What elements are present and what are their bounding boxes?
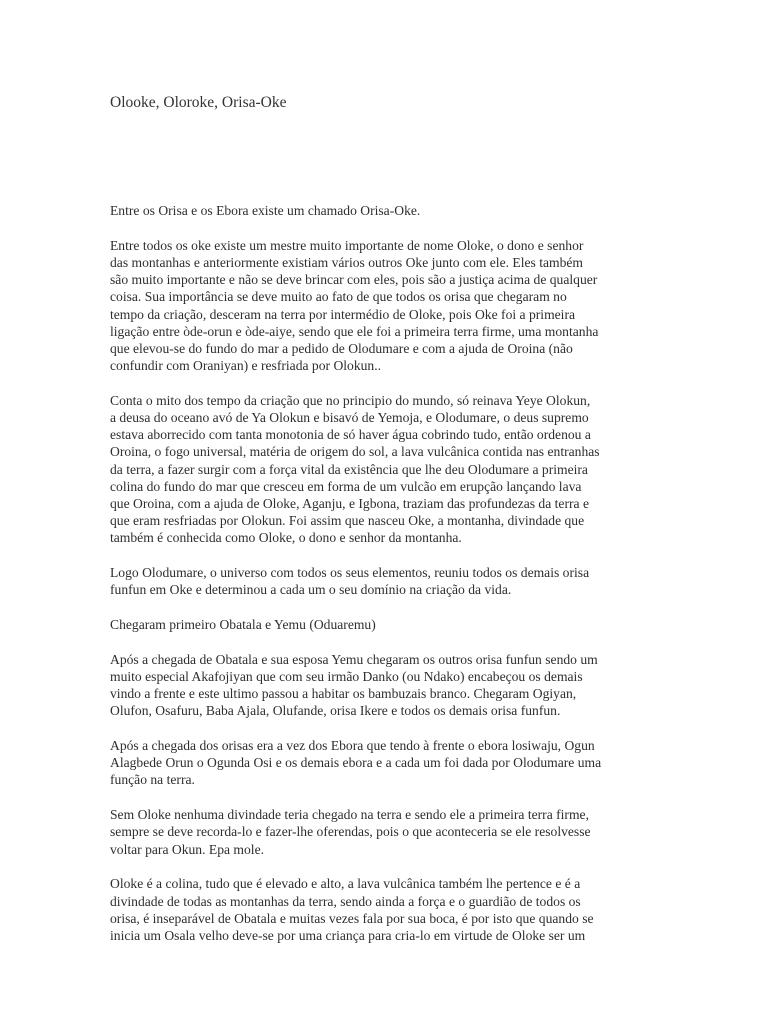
text-line: divindade de todas as montanhas da terra, sendo ainda a força e o guardião de todos os: [110, 893, 581, 909]
text-line: Sem Oloke nenhuma divindade teria chegado na terra e sendo ele a primeira terra firme,: [110, 807, 589, 823]
text-line: Após a chegada de Obatala e sua esposa Yemu chegaram os outros orisa funfun sendo um: [110, 651, 598, 667]
text-line: sempre se deve recorda-lo e fazer-lhe oferendas, pois o que aconteceria se ele resolvesse: [110, 824, 591, 840]
text-line: que eram resfriadas por Olokun. Foi assim que nasceu Oke, a montanha, divindade que: [110, 513, 585, 529]
text-line: ligação entre òde-orun e òde-aiye, sendo que ele foi a primeira terra firme, uma montanha: [110, 323, 599, 339]
text-line: estava aborrecido com tanta monotonia de só haver água cobrindo tudo, então ordenou a: [110, 427, 591, 443]
paragraph: [110, 202, 670, 219]
paragraph: [110, 392, 670, 547]
text-line: colina do fundo do mar que cresceu em forma de um vulcão em erupção lançando lava: [110, 478, 582, 494]
text-line: são muito importante e não se deve brincar com eles, pois são a justiça acima de qualquer: [110, 272, 598, 288]
text-line: confundir com Oraniyan) e resfriada por Olokun..: [110, 358, 382, 374]
paragraph: [110, 564, 670, 598]
text-line: funfun em Oke e determinou a cada um o seu domínio na criação da vida.: [110, 582, 512, 598]
text-line: das montanhas e anteriormente existiam vários outros Oke junto com ele. Eles também: [110, 254, 584, 270]
text-line: voltar para Okun. Epa mole.: [110, 841, 265, 857]
text-line: tempo da criação, desceram na terra por intermédio de Oloke, pois Oke foi a primeira: [110, 306, 576, 322]
text-line: função na terra.: [110, 772, 195, 788]
paragraph: [110, 875, 670, 944]
text-line: Após a chegada dos orisas era a vez dos Ebora que tendo à frente o ebora losiwaju, Ogun: [110, 738, 595, 754]
text-line: Oloke é a colina, tudo que é elevado e alto, a lava vulcânica também lhe pertence e é a: [110, 876, 581, 892]
paragraph: [110, 737, 670, 789]
paragraph: [110, 651, 670, 720]
text-line: da terra, a fazer surgir com a força vital da existência que lhe deu Olodumare a primeira: [110, 461, 588, 477]
document-title: Olooke, Oloroke, Orisa-Oke: [110, 94, 287, 111]
paragraph: [110, 616, 670, 633]
text-line: orisa, é inseparável de Obatala e muitas vezes fala por sua boca, é por isto que quando se: [110, 910, 594, 926]
text-line: Olufon, Osafuru, Baba Ajala, Olufande, orisa Ikere e todos os demais orisa funfun.: [110, 703, 561, 719]
text-line: Logo Olodumare, o universo com todos os seus elementos, reuniu todos os demais orisa: [110, 565, 590, 581]
document-body: [110, 202, 670, 962]
text-line: inicia um Osala velho deve-se por uma criança para cria-lo em virtude de Oloke ser um: [110, 927, 586, 943]
text-line: vindo a frente e este ultimo passou a habitar os bambuzais branco. Chegaram Ogiyan,: [110, 686, 577, 702]
text-line: também é conhecida como Oloke, o dono e senhor da montanha.: [110, 530, 462, 546]
text-line: Entre todos os oke existe um mestre muito importante de nome Oloke, o dono e senhor: [110, 237, 584, 253]
paragraph: [110, 237, 670, 375]
text-line: muito especial Akafojiyan que com seu irmão Danko (ou Ndako) encabeçou os demais: [110, 668, 583, 684]
text-line: que elevou-se do fundo do mar a pedido de Olodumare e com a ajuda de Oroina (não: [110, 340, 573, 356]
text-line: Oroina, o fogo universal, matéria de origem do sol, a lava vulcânica contida nas entranhas: [110, 444, 600, 460]
text-line: a deusa do oceano avó de Ya Olokun e bisavó de Yemoja, e Olodumare, o deus supremo: [110, 410, 589, 426]
text-line: Chegaram primeiro Obatala e Yemu (Oduaremu): [110, 617, 376, 633]
text-line: Entre os Orisa e os Ebora existe um chamado Orisa-Oke.: [110, 203, 421, 218]
paragraph: [110, 806, 670, 858]
text-line: coisa. Sua importância se deve muito ao fato de que todos os orisa que chegaram no: [110, 289, 567, 305]
text-line: que Oroina, com a ajuda de Oloke, Aganju, e Igbona, traziam das profundezas da terra e: [110, 496, 589, 512]
text-line: Alagbede Orun o Ogunda Osi e os demais ebora e a cada um foi dada por Olodumare uma: [110, 755, 602, 771]
text-line: Conta o mito dos tempo da criação que no principio do mundo, só reinava Yeye Olokun,: [110, 392, 591, 408]
